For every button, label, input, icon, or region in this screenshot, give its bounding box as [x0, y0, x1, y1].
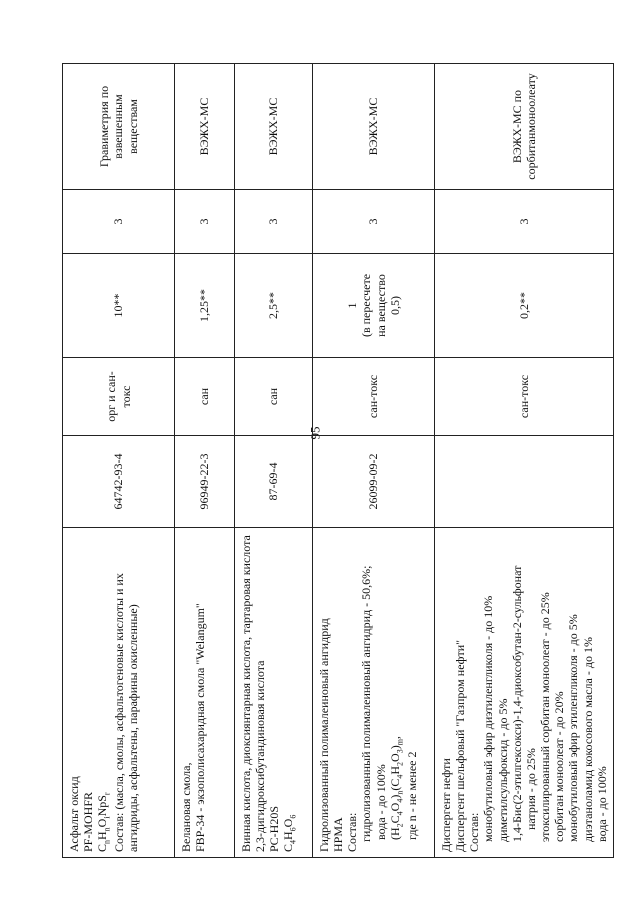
- limit-value: 0,2**: [435, 254, 614, 358]
- substance-name: Гидролизованный полималеиновый ангидрид: [317, 618, 331, 852]
- hazard-indicator: сан-токс: [435, 358, 614, 436]
- substance-name-cell: [235, 528, 313, 858]
- limit-value-line: на вещество: [373, 274, 388, 337]
- composition-item: сорбитан моноолеат - до 20%: [552, 691, 567, 842]
- substance-composition: Состав: (масла, смолы, асфальтогеновые кислоты и их ангидриды, асфальтены, парафины окисленные): [112, 573, 141, 852]
- hazard-class: 3: [313, 190, 435, 254]
- composition-item: вода - до 100%: [594, 766, 609, 842]
- substance-name-cell: [313, 528, 435, 858]
- table-row: [313, 64, 435, 858]
- substance-name-cell: [175, 528, 235, 858]
- hazard-class: 3: [435, 190, 614, 254]
- regulation-table: [62, 64, 609, 858]
- limit-value: [313, 254, 435, 358]
- substance-name: Велановая смола,: [179, 762, 193, 852]
- hazard-indicator: сан: [235, 358, 313, 436]
- substance-code: FBP-34 - экзополисахаридная смола "Welangum": [193, 603, 208, 852]
- analysis-method: ВЭЖХ-МС: [235, 64, 313, 190]
- substance-code: HPMA: [331, 817, 346, 852]
- substance-name: Диспергент нефти: [439, 758, 453, 852]
- limit-value-line: 1: [345, 302, 360, 309]
- substance-code: PC-H20S: [267, 805, 282, 852]
- cas-number: 87-69-4: [235, 436, 313, 528]
- analysis-method: ВЭЖХ-МС по сорбитанмоноолеату: [435, 64, 614, 190]
- composition-label: Состав:: [467, 812, 482, 852]
- substance-code: PF-MOHFR: [81, 791, 96, 852]
- analysis-method: ВЭЖХ-МС: [175, 64, 235, 190]
- composition-label: Состав:: [345, 812, 360, 852]
- substance-name-cell: [435, 528, 614, 858]
- table-row: [235, 64, 313, 858]
- cas-number: [435, 436, 614, 528]
- limit-value-line: 0,5): [387, 296, 402, 315]
- limit-value-line: (в пересчете: [359, 273, 374, 338]
- analysis-method: ВЭЖХ-МС: [313, 64, 435, 190]
- composition-item: 1,4-Бис(2-этилгексокси)-1,4-диоксобутан-2-сульфонат натрия - до 25%: [509, 565, 538, 842]
- limit-value: 1,25**: [175, 254, 235, 358]
- composition-item: диэтаноламид кокосового масла - до 1%: [580, 637, 595, 842]
- hazard-class: 3: [63, 190, 175, 254]
- composition-item: этоксилированный сорбитан моноолеат - до 25%: [538, 592, 553, 842]
- limit-value: 2,5**: [235, 254, 313, 358]
- hazard-class: 3: [235, 190, 313, 254]
- composition-item: диметилсульфоксид - до 5%: [495, 698, 510, 842]
- cas-number: 96949-22-3: [175, 436, 235, 528]
- hazard-indicator: орг и сан-токс: [63, 358, 175, 436]
- formula-note: где n - не менее 2: [404, 751, 419, 840]
- substance-formula: $(H_2C_4O_4)_n(C_4H_2O_3)_m$,: [387, 736, 405, 840]
- substance-name: Асфальт оксид: [67, 776, 81, 852]
- table-row: [435, 64, 614, 858]
- hazard-indicator: сан-токс: [313, 358, 435, 436]
- page-number: 95: [307, 426, 323, 440]
- substance-name-cell: [63, 528, 175, 858]
- composition-item: монобутиловый эфир диэтиленгликоля - до 10%: [481, 595, 496, 842]
- substance-formula: $C_4H_6O_6$: [281, 814, 298, 852]
- limit-value: 10**: [63, 254, 175, 358]
- hazard-class: 3: [175, 190, 235, 254]
- composition-item: вода - до 100%: [373, 764, 388, 840]
- table-row: [175, 64, 235, 858]
- composition-item: монобутиловый эфир этиленгликоля - до 5%: [566, 614, 581, 842]
- substance-code: Диспергент шельфовый "Газпром нефти": [453, 639, 468, 852]
- table-row: [63, 64, 175, 858]
- composition-item: гидролизованный полималеиновый ангидрид - 50,6%;: [359, 565, 374, 842]
- cas-number: 26099-09-2: [313, 436, 435, 528]
- substance-formula: $C_nH_nO_iNpS_r$: [95, 792, 112, 852]
- cas-number: 64742-93-4: [63, 436, 175, 528]
- analysis-method: Гравиметрия по взвешенным веществам: [63, 64, 175, 190]
- hazard-indicator: сан: [175, 358, 235, 436]
- substance-name: Винная кислота, диоксиянтарная кислота, тартаровая кислота 2,3-дигидроксибутандиновая кислота: [239, 535, 268, 852]
